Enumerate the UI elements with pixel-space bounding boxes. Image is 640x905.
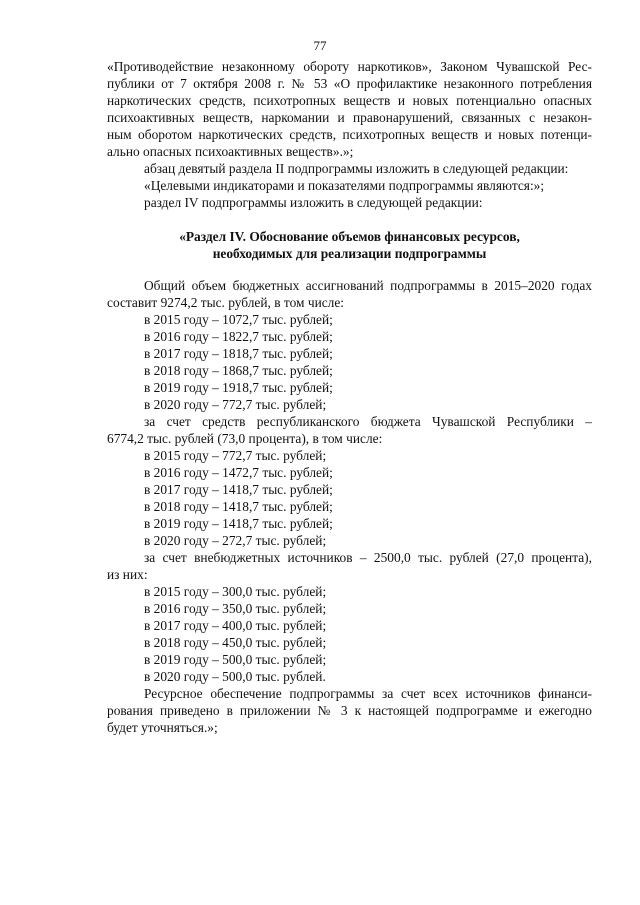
closing-line: будет уточняться.»; — [107, 720, 218, 735]
closing-line: рования приведено в приложении № 3 к настоящей подпрограмме и ежегодно — [107, 703, 592, 718]
list-item: в 2018 году – 1418,7 тыс. рублей; — [144, 499, 333, 514]
instruction-paragraph: «Целевыми индикаторами и показателями подпрограммы являются:»; — [144, 178, 545, 193]
list-item: в 2020 году – 772,7 тыс. рублей; — [144, 397, 327, 412]
list-item: в 2015 году – 300,0 тыс. рублей; — [144, 584, 327, 599]
document-body — [107, 58, 592, 736]
page-number: 77 — [313, 38, 327, 53]
list-item: в 2018 году – 450,0 тыс. рублей; — [144, 635, 327, 650]
republic-budget-paragraph — [107, 413, 592, 447]
intro-line: ально опасных психоактивных веществ».»; — [107, 144, 354, 159]
list-item: в 2020 году – 500,0 тыс. рублей. — [144, 669, 326, 684]
list-item: в 2017 году – 1418,7 тыс. рублей; — [144, 482, 333, 497]
list-item: в 2016 году – 350,0 тыс. рублей; — [144, 601, 327, 616]
list-item: в 2019 году – 500,0 тыс. рублей; — [144, 652, 327, 667]
list-item: в 2017 году – 400,0 тыс. рублей; — [144, 618, 327, 633]
closing-paragraph — [107, 685, 592, 736]
republic-budget-line: 6774,2 тыс. рублей (73,0 процента), в том числе: — [107, 431, 383, 446]
total-line: составит 9274,2 тыс. рублей, в том числе: — [107, 295, 345, 310]
section-heading-line: необходимых для реализации подпрограммы — [212, 246, 487, 261]
list-item: в 2020 году – 272,7 тыс. рублей; — [144, 533, 327, 548]
closing-line: Ресурсное обеспечение подпрограммы за счет всех источников финанси- — [144, 686, 592, 701]
list-item: в 2018 году – 1868,7 тыс. рублей; — [144, 363, 333, 378]
intro-paragraph — [107, 58, 592, 160]
list-item: в 2016 году – 1472,7 тыс. рублей; — [144, 465, 333, 480]
intro-line: публики от 7 октября 2008 г. № 53 «О профилактике незаконного потребления — [107, 76, 592, 91]
republic-year-list — [107, 447, 592, 549]
list-item: в 2017 году – 1818,7 тыс. рублей; — [144, 346, 333, 361]
list-item: в 2016 году – 1822,7 тыс. рублей; — [144, 329, 333, 344]
total-line: Общий объем бюджетных ассигнований подпрограммы в 2015–2020 годах — [144, 278, 592, 293]
list-item: в 2019 году – 1918,7 тыс. рублей; — [144, 380, 333, 395]
republic-budget-line: за счет средств республиканского бюджета Чувашской Республики – — [144, 414, 592, 429]
total-year-list — [107, 311, 592, 413]
list-item: в 2015 году – 772,7 тыс. рублей; — [144, 448, 327, 463]
total-paragraph — [107, 277, 592, 311]
extra-budget-line: из них: — [107, 567, 148, 582]
intro-line: наркотических средств, психотропных веществ и новых потенциально опасных — [107, 93, 592, 108]
intro-line: ным оборотом наркотических средств, психотропных веществ и новых потенци- — [107, 127, 592, 142]
extra-budget-line: за счет внебюджетных источников – 2500,0 тыс. рублей (27,0 процента), — [144, 550, 592, 565]
instruction-paragraph: раздел IV подпрограммы изложить в следующей редакции: — [144, 195, 483, 210]
intro-line: «Противодействие незаконному обороту наркотиков», Законом Чувашской Рес- — [107, 59, 592, 74]
list-item: в 2015 году – 1072,7 тыс. рублей; — [144, 312, 333, 327]
intro-line: психоактивных веществ, наркомании и правонарушений, связанных с незакон- — [107, 110, 592, 125]
section-heading-line: «Раздел IV. Обоснование объемов финансовых ресурсов, — [179, 229, 520, 244]
section-heading — [107, 228, 592, 262]
instruction-paragraph: абзац девятый раздела II подпрограммы изложить в следующей редакции: — [144, 161, 569, 176]
list-item: в 2019 году – 1418,7 тыс. рублей; — [144, 516, 333, 531]
extra-year-list — [107, 583, 592, 685]
extra-budget-paragraph — [107, 549, 592, 583]
